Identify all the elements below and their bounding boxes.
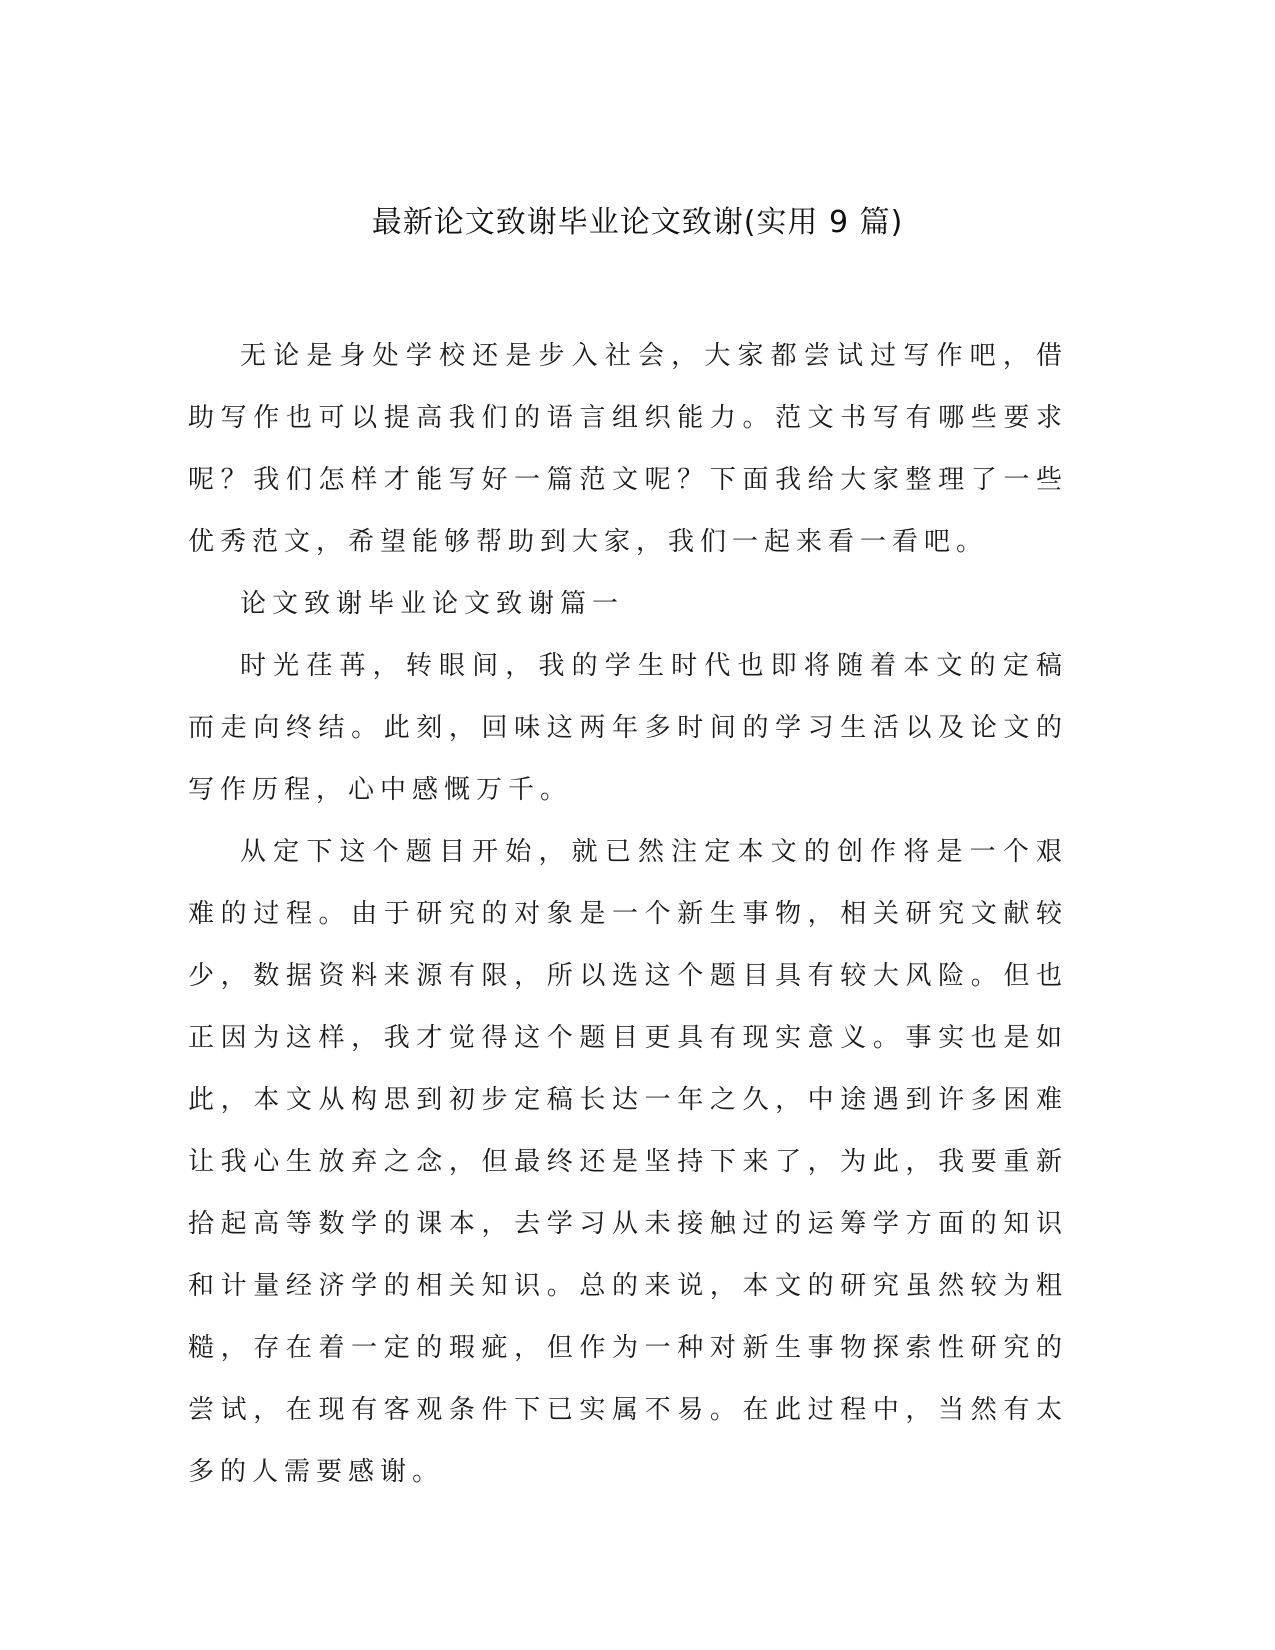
document-body [188,325,1068,1503]
body-paragraph-1: 时光荏苒，转眼间，我的学生时代也即将随着本文的定稿而走向终结。此刻，回味这两年多时间的学习生活以及论文的写作历程，心中感慨万千。 [188,651,1068,805]
body-paragraph-2: 从定下这个题目开始，就已然注定本文的创作将是一个艰难的过程。由于研究的对象是一个新生事物，相关研究文献较少，数据资料来源有限，所以选这个题目具有较大风险。但也正因为这样，我才觉得这个题目更具有现实意义。事实也是如此，本文从构思到初步定稿长达一年之久，中途遇到许多困难让我心生放弃之念，但最终还是坚持下来了，为此，我要重新拾起高等数学的课本，去学习从未接触过的运筹学方面的知识和计量经济学的相关知识。总的来说，本文的研究虽然较为粗糙，存在着一定的瑕疵，但作为一种对新生事物探索性研究的尝试，在现有客观条件下已实属不易。在此过程中，当然有太多的人需要感谢。 [188,837,1068,1487]
document-title: 最新论文致谢毕业论文致谢(实用 9 篇) [371,205,904,240]
section-heading: 论文致谢毕业论文致谢篇一 [240,589,625,619]
intro-paragraph: 无论是身处学校还是步入社会，大家都尝试过写作吧，借助写作也可以提高我们的语言组织能力。范文书写有哪些要求呢？我们怎样才能写好一篇范文呢？下面我给大家整理了一些优秀范文，希望能够帮助到大家，我们一起来看一看吧。 [188,341,1068,557]
